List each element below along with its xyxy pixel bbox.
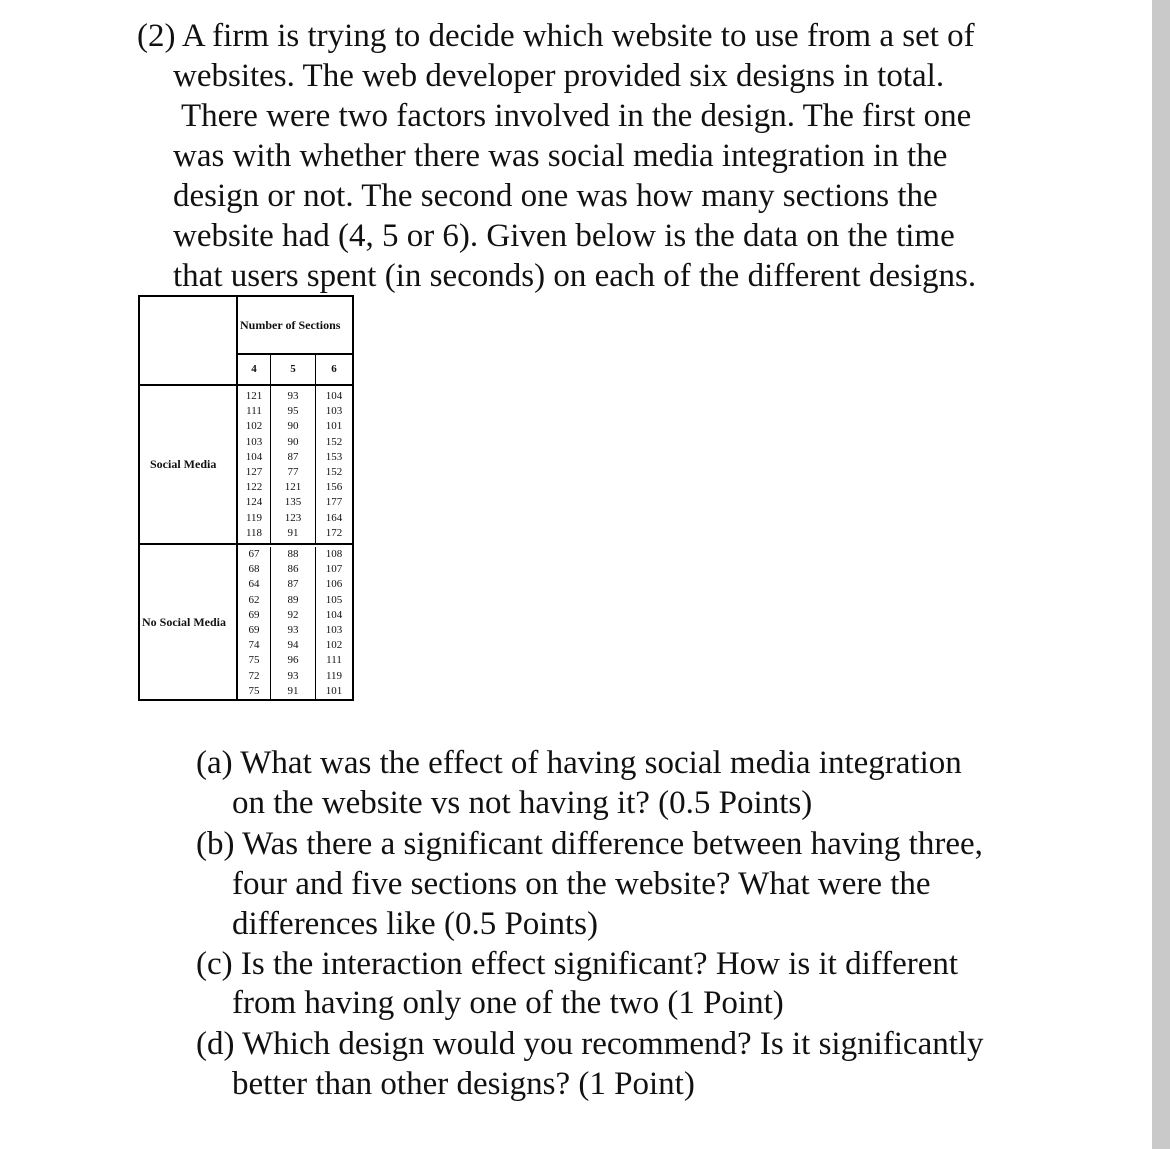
- subquestion-line: better than other designs? (1 Point): [232, 1066, 695, 1102]
- table-cell: 101: [325, 420, 343, 433]
- table-cell: 87: [287, 578, 299, 591]
- table-cell: 103: [245, 435, 263, 448]
- column-header: 5: [290, 363, 296, 375]
- table-cell: 102: [325, 639, 343, 652]
- table-cell: 101: [325, 684, 343, 697]
- column-header: 4: [251, 363, 257, 375]
- table-cell: 104: [325, 390, 343, 402]
- table-cell: 93: [287, 624, 299, 636]
- column-group-header: Number of Sections: [240, 318, 341, 332]
- table-cell: 90: [287, 435, 299, 448]
- question-line: website had (4, 5 or 6). Given below is the data on the time: [173, 218, 955, 254]
- subquestion-line: four and five sections on the website? What were the: [232, 866, 931, 902]
- table-cell: 121: [284, 481, 302, 494]
- question-line: There were two factors involved in the design. The first one: [181, 98, 972, 134]
- table-cell: 104: [245, 450, 263, 463]
- table-cell: 72: [248, 669, 260, 682]
- table-cell: 93: [287, 669, 299, 682]
- table-cell: 152: [325, 435, 343, 448]
- subquestion-line: on the website vs not having it? (0.5 Points): [232, 785, 813, 821]
- table-cell: 90: [287, 420, 299, 433]
- table-cell: 127: [245, 466, 263, 478]
- table-cell: 124: [245, 496, 263, 509]
- table-cell: 105: [325, 593, 343, 606]
- table-cell: 67: [248, 548, 260, 560]
- table-cell: 111: [326, 654, 342, 667]
- table-cell: 164: [325, 511, 343, 524]
- table-cell: 156: [325, 481, 343, 494]
- subquestion-line: (d) Which design would you recommend? Is it significantly: [196, 1026, 984, 1062]
- table-cell: 77: [287, 466, 299, 478]
- row-group-label: Social Media: [150, 457, 217, 471]
- table-cell: 119: [325, 669, 343, 682]
- table-cell: 104: [325, 608, 343, 621]
- table-cell: 102: [245, 420, 263, 433]
- table-cell: 75: [248, 684, 260, 697]
- subquestion-line: (b) Was there a significant difference between having three,: [196, 826, 983, 862]
- column-header: 6: [331, 363, 337, 375]
- question-line: (2) A firm is trying to decide which website to use from a set of: [137, 18, 975, 54]
- data-table: [138, 295, 354, 701]
- table-cell: 123: [284, 511, 302, 524]
- table-cell: 95: [287, 405, 299, 418]
- question-line: design or not. The second one was how many sections the: [173, 178, 938, 214]
- question-line: websites. The web developer provided six designs in total.: [173, 58, 945, 94]
- subquestion-line: (a) What was the effect of having social media integration: [196, 745, 962, 781]
- table-cell: 64: [248, 578, 260, 591]
- table-divider: [140, 384, 352, 386]
- table-cell: 88: [287, 548, 299, 560]
- table-cell: 62: [248, 593, 260, 606]
- table-cell: 108: [325, 548, 343, 560]
- table-cell: 177: [325, 496, 343, 509]
- question-line: was with whether there was social media integration in the: [173, 138, 948, 174]
- table-cell: 69: [248, 608, 260, 621]
- page-edge-bar: [1152, 0, 1170, 1149]
- table-cell: 172: [325, 526, 343, 539]
- table-cell: 74: [248, 639, 260, 652]
- table-cell: 91: [287, 684, 299, 697]
- table-cell: 119: [245, 511, 263, 524]
- subquestion-line: differences like (0.5 Points): [232, 906, 598, 942]
- table-divider: [140, 543, 352, 545]
- table-cell: 94: [287, 639, 299, 652]
- table-cell: 91: [287, 526, 299, 539]
- table-cell: 107: [325, 563, 343, 576]
- table-cell: 68: [248, 563, 260, 576]
- table-cell: 92: [287, 608, 299, 621]
- table-cell: 152: [325, 466, 343, 478]
- table-divider: [236, 353, 352, 355]
- table-cell: 89: [287, 593, 299, 606]
- table-cell: 103: [325, 624, 343, 636]
- row-group-label: No Social Media: [142, 615, 226, 629]
- table-cell: 93: [287, 390, 299, 402]
- subquestion-line: (c) Is the interaction effect significant? How is it different: [196, 946, 959, 982]
- table-cell: 75: [248, 654, 260, 667]
- table-cell: 106: [325, 578, 343, 591]
- table-cell: 153: [325, 450, 343, 463]
- table-cell: 96: [287, 654, 299, 667]
- table-cell: 69: [248, 624, 260, 636]
- table-cell: 103: [325, 405, 343, 418]
- table-cell: 87: [287, 450, 299, 463]
- table-cell: 122: [245, 481, 263, 494]
- table-cell: 111: [246, 405, 262, 418]
- subquestion-line: from having only one of the two (1 Point): [232, 985, 784, 1021]
- table-cell: 86: [287, 563, 299, 576]
- question-line: that users spent (in seconds) on each of the different designs.: [173, 258, 977, 294]
- table-cell: 118: [245, 526, 263, 539]
- table-cell: 135: [284, 496, 302, 509]
- table-cell: 121: [245, 390, 263, 402]
